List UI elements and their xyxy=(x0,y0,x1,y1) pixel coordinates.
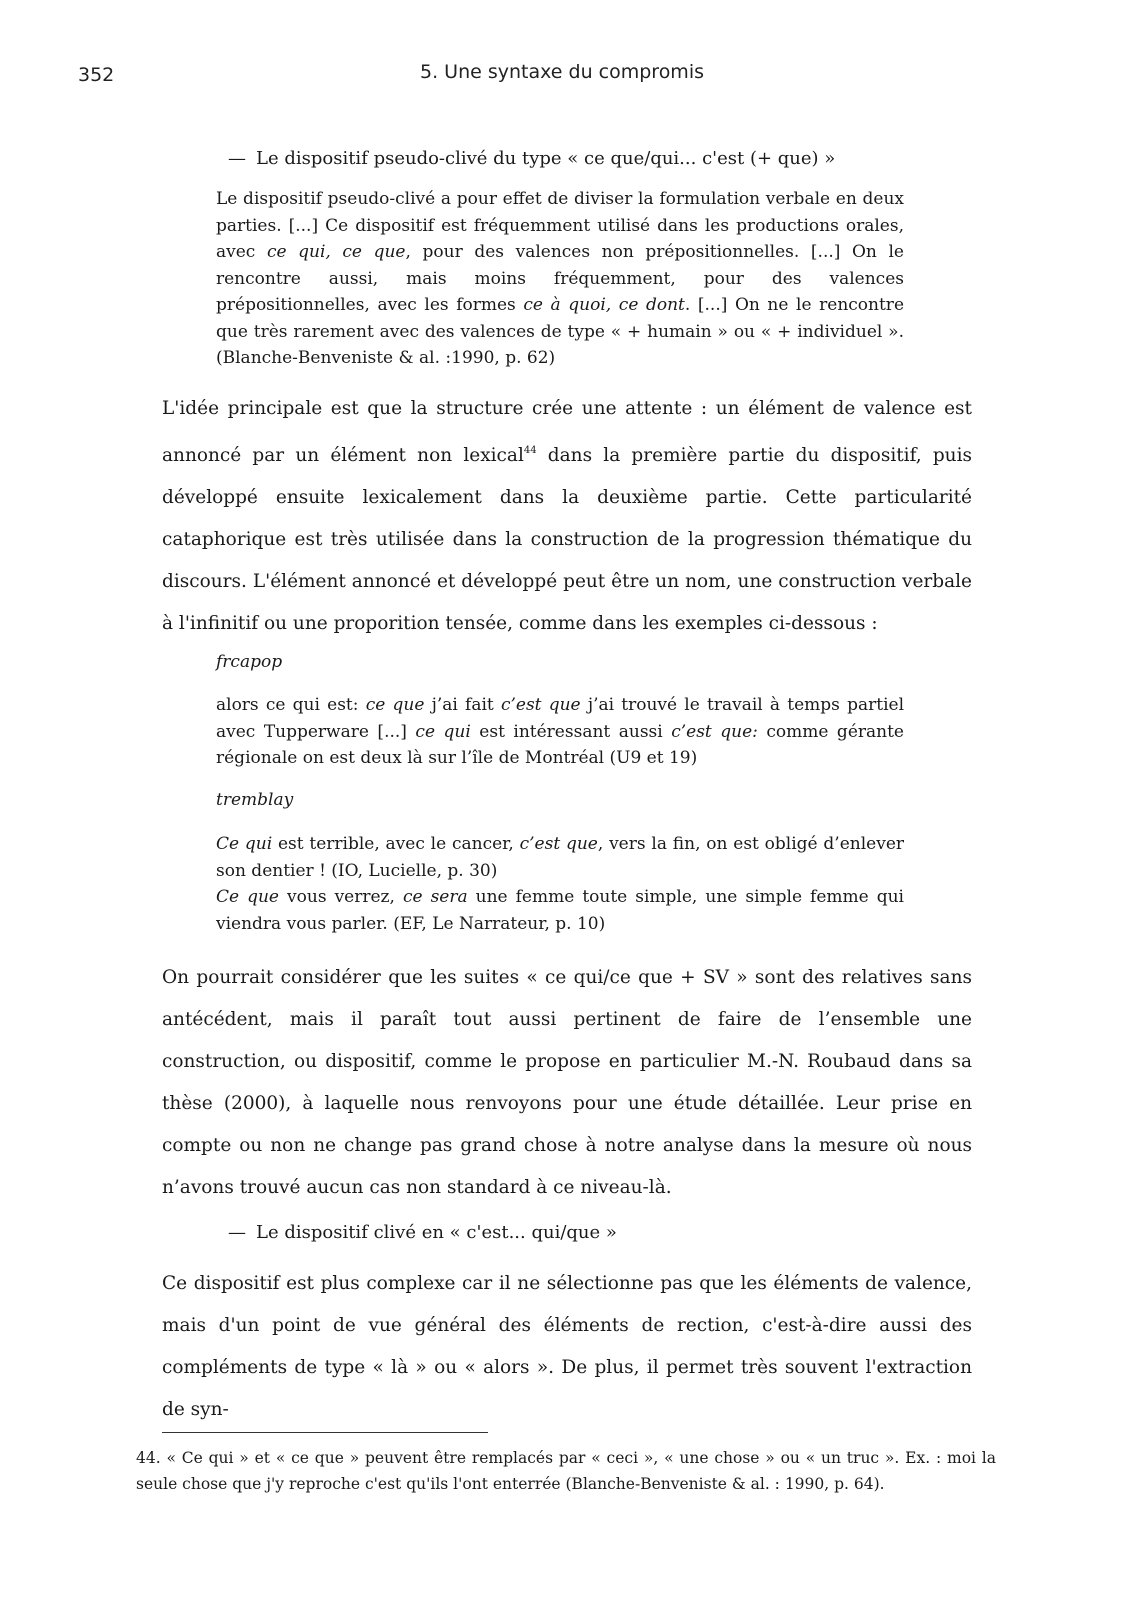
footnote-44: 44. « Ce qui » et « ce que » peuvent être remplacés par « ceci », « une chose » ou « un truc ». Ex. : moi la seule chose que j'y reproche c'est qu'ils l'ont enterrée (Blanche-Benveniste & al. : 1990, p. 64). xyxy=(136,1449,996,1493)
example-text: comme gérante régionale on est deux là sur l’île de Montréal (U9 et 19) xyxy=(216,721,904,768)
example-italic: c’est que xyxy=(519,834,598,854)
heading-text: Le dispositif pseudo-clivé du type « ce que/qui... c'est (+ que) » xyxy=(256,148,836,169)
body-paragraph-2: On pourrait considérer que les suites « ce qui/ce que + SV » sont des relatives sans antécédent, mais il paraît tout aussi pertinent de faire de l’ensemble une construction, ou dispositif, comme le propose en particulier M.-N. Roubaud dans sa thèse (2000), à laquelle nous renvoyons pour une étude détaillée. Leur prise en compte ou non ne change pas grand chose à notre analyse dans la mesure où nous n’avons trouvé aucun cas non standard à ce niveau-là. xyxy=(162,967,972,1198)
paragraph-text: L'idée principale est que la structure crée une attente : un élément de valence est annoncé par un élément non lexical xyxy=(162,398,972,466)
example-source-label: frcapop xyxy=(216,652,283,672)
example-italic: Ce que xyxy=(216,887,279,907)
quote-text: , pour des valences non prépositionnelles. [...] On le rencontre aussi, mais moins fréquemment, pour des valences prépositionnelles, avec les formes xyxy=(216,242,904,315)
quote-text: Le dispositif pseudo-clivé a pour effet de diviser la formulation verbale en deux parties. [...] Ce dispositif est fréquemment utilisé dans les productions orales, avec xyxy=(216,189,904,262)
example-source-label: tremblay xyxy=(216,790,294,810)
running-title: 5. Une syntaxe du compromis xyxy=(420,61,704,83)
paragraph-text: dans la première partie du dispositif, puis développé ensuite lexicalement dans la deuxième partie. Cette particularité cataphorique est très utilisée dans la construction de la progression thématique du discours. L'élément annoncé et développé peut être un nom, une construction verbale à l'infinitif ou une proporition tensée, comme dans les exemples ci-dessous : xyxy=(162,445,973,634)
page-number: 352 xyxy=(78,64,115,86)
section-heading-cleft xyxy=(228,1222,617,1243)
example-italic: ce que xyxy=(365,695,425,715)
example-text: , vers la fin, on est obligé d’enlever son dentier ! (IO, Lucielle, p. 30) xyxy=(216,834,905,881)
footnote-separator xyxy=(162,1432,488,1433)
example-italic: ce qui xyxy=(415,721,471,742)
blockquote-citation xyxy=(216,186,904,372)
example-frcapop xyxy=(216,692,904,772)
example-text: alors ce qui est: xyxy=(216,695,366,715)
example-text: une femme toute simple, une simple femme qui viendra vous parler. (EF, Le Narrateur, p. 10) xyxy=(216,887,904,934)
example-italic: ce sera xyxy=(402,887,468,907)
example-italic: Ce qui xyxy=(216,834,273,854)
example-italic: c’est que: xyxy=(671,721,758,742)
example-text: vous verrez, xyxy=(279,887,403,907)
quote-italic: ce à quoi, ce dont xyxy=(523,295,685,315)
example-tremblay xyxy=(216,831,904,937)
example-text: est terrible, avec le cancer, xyxy=(272,834,520,854)
quote-text: . [...] On ne le rencontre que très rarement avec des valences de type « + humain » ou « + individuel ». (Blanche-Benveniste & al. :1990, p. 62) xyxy=(216,295,904,368)
section-heading-pseudo-cleft xyxy=(228,148,835,169)
example-text: j’ai trouvé le travail à temps partiel avec Tupperware [...] xyxy=(216,695,905,742)
heading-text: Le dispositif clivé en « c'est... qui/que » xyxy=(256,1222,617,1243)
example-italic: c’est que xyxy=(500,695,581,715)
example-text: j’ai fait xyxy=(424,695,501,715)
quote-italic: ce qui, ce que xyxy=(266,242,406,262)
footnote-reference[interactable]: 44 xyxy=(523,445,537,456)
example-text: est intéressant aussi xyxy=(470,721,672,742)
heading-dash: — xyxy=(228,1222,246,1243)
heading-dash: — xyxy=(228,148,246,169)
body-paragraph-1 xyxy=(162,388,972,645)
body-paragraph-3: Ce dispositif est plus complexe car il ne sélectionne pas que les éléments de valence, mais d'un point de vue général des éléments de rection, c'est-à-dire aussi des compléments de type « là » ou « alors ». De plus, il permet très souvent l'extraction de syn- xyxy=(162,1273,972,1420)
